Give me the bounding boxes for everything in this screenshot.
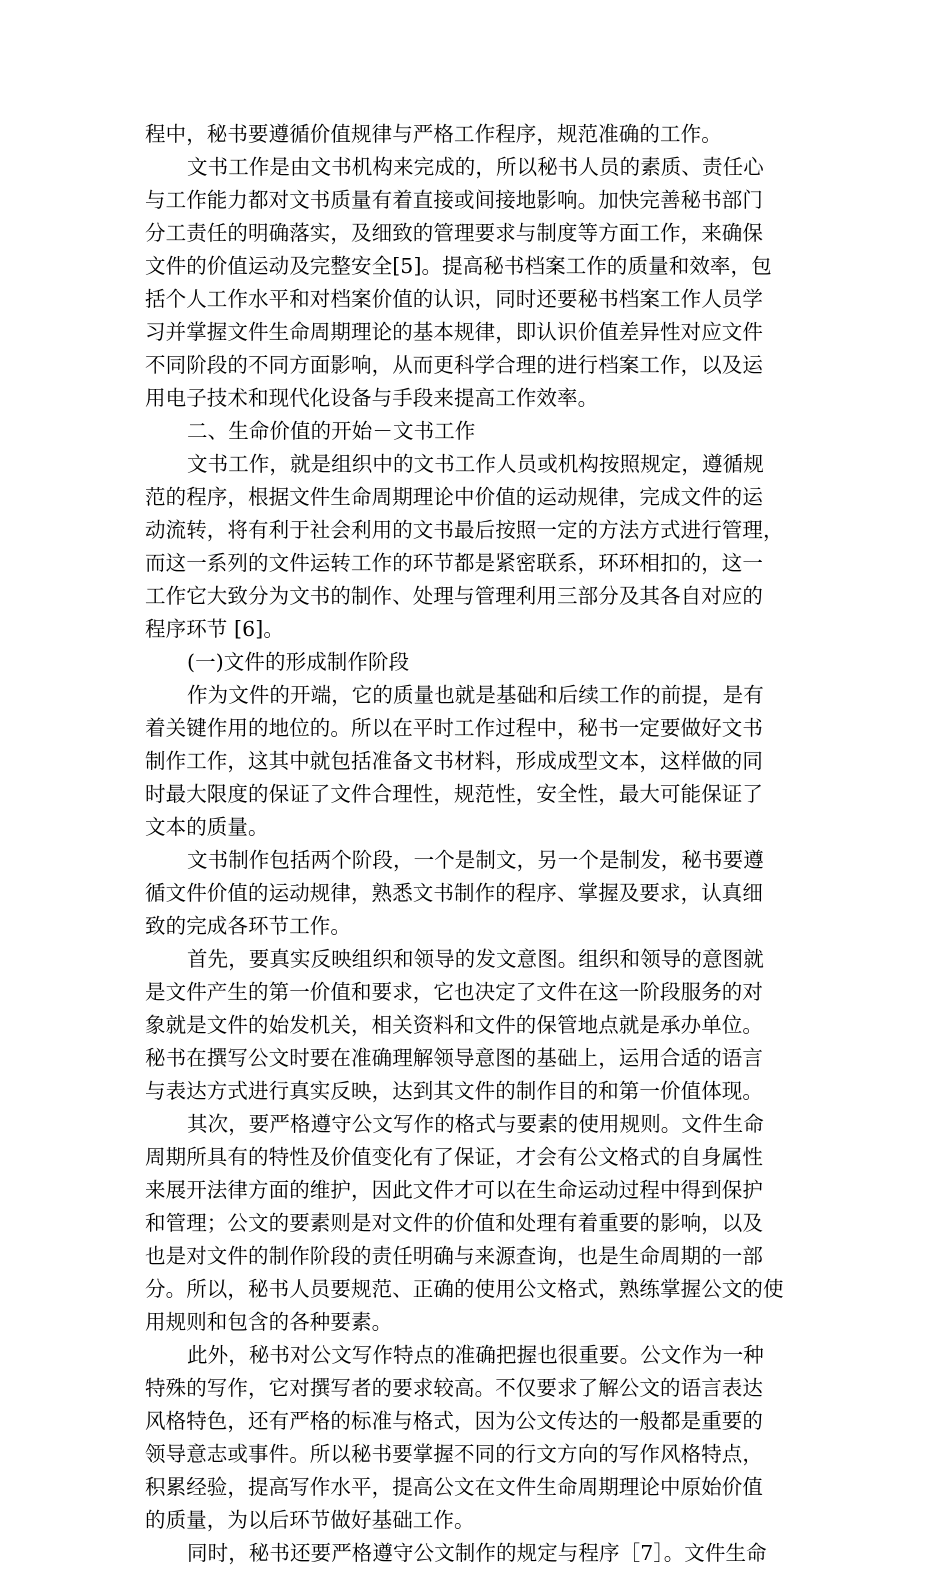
paragraph-line: 工作它大致分为文书的制作、处理与管理利用三部分及其各自对应的 (145, 584, 763, 608)
paragraph-line: 和管理；公文的要素则是对文件的价值和处理有着重要的影响，以及 (145, 1211, 763, 1235)
paragraph-line: 积累经验，提高写作水平，提高公文在文件生命周期理论中原始价值 (145, 1475, 763, 1499)
document-page (145, 118, 810, 1570)
paragraph-line: 文本的质量。 (145, 815, 269, 839)
paragraph-line: 范的程序，根据文件生命周期理论中价值的运动规律，完成文件的运 (145, 485, 763, 509)
paragraph-line-first: 同时，秘书还要严格遵守公文制作的规定与程序［7］。文件生命 (187, 1541, 767, 1565)
paragraph-line: 分。所以，秘书人员要规范、正确的使用公文格式，熟练掌握公文的使 (145, 1277, 784, 1301)
paragraph-line-first: 此外，秘书对公文写作特点的准确把握也很重要。公文作为一种 (187, 1343, 764, 1367)
paragraph-line: 与表达方式进行真实反映，达到其文件的制作目的和第一价值体现。 (145, 1079, 763, 1103)
paragraph-line: 用电子技术和现代化设备与手段来提高工作效率。 (145, 386, 599, 410)
paragraph-line-first: 文书工作是由文书机构来完成的，所以秘书人员的素质、责任心 (187, 155, 764, 179)
paragraph-line: 文件的价值运动及完整安全[5]。提高秘书档案工作的质量和效率，包 (145, 254, 772, 278)
paragraph-line: 来展开法律方面的维护，因此文件才可以在生命运动过程中得到保护 (145, 1178, 763, 1202)
paragraph-line: 制作工作，这其中就包括准备文书材料，形成成型文本，这样做的同 (145, 749, 763, 773)
paragraph-line: 与工作能力都对文书质量有着直接或间接地影响。加快完善秘书部门 (145, 188, 763, 212)
paragraph-line: 领导意志或事件。所以秘书要掌握不同的行文方向的写作风格特点， (145, 1442, 763, 1466)
paragraph-line: 而这一系列的文件运转工作的环节都是紧密联系，环环相扣的，这一 (145, 551, 763, 575)
paragraph-line: 周期所具有的特性及价值变化有了保证，才会有公文格式的自身属性 (145, 1145, 763, 1169)
paragraph-line: 循文件价值的运动规律，熟悉文书制作的程序、掌握及要求，认真细 (145, 881, 763, 905)
paragraph-line: 着关键作用的地位的。所以在平时工作过程中，秘书一定要做好文书 (145, 716, 763, 740)
paragraph-line: 括个人工作水平和对档案价值的认识，同时还要秘书档案工作人员学 (145, 287, 763, 311)
paragraph-line-first: 二、生命价值的开始－文书工作 (187, 419, 476, 443)
paragraph-line: 秘书在撰写公文时要在准确理解领导意图的基础上，运用合适的语言 (145, 1046, 763, 1070)
paragraph-line: 程中，秘书要遵循价值规律与严格工作程序，规范准确的工作。 (145, 122, 722, 146)
paragraph-line-first: (一)文件的形成制作阶段 (187, 650, 410, 674)
paragraph-line: 是文件产生的第一价值和要求，它也决定了文件在这一阶段服务的对 (145, 980, 763, 1004)
paragraph-line: 不同阶段的不同方面影响，从而更科学合理的进行档案工作，以及运 (145, 353, 763, 377)
paragraph-line-first: 文书工作，就是组织中的文书工作人员或机构按照规定，遵循规 (187, 452, 764, 476)
paragraph-line: 程序环节 [6]。 (145, 617, 284, 641)
paragraph-line: 动流转，将有利于社会利用的文书最后按照一定的方法方式进行管理， (145, 518, 784, 542)
paragraph-line-first: 文书制作包括两个阶段，一个是制文，另一个是制发，秘书要遵 (187, 848, 764, 872)
paragraph-line-first: 作为文件的开端，它的质量也就是基础和后续工作的前提，是有 (187, 683, 764, 707)
paragraph-line: 象就是文件的始发机关，相关资料和文件的保管地点就是承办单位。 (145, 1013, 763, 1037)
paragraph-line: 分工责任的明确落实，及细致的管理要求与制度等方面工作，来确保 (145, 221, 763, 245)
paragraph-line: 风格特色，还有严格的标准与格式，因为公文传达的一般都是重要的 (145, 1409, 763, 1433)
paragraph-line: 也是对文件的制作阶段的责任明确与来源查询，也是生命周期的一部 (145, 1244, 763, 1268)
paragraph-line: 的质量，为以后环节做好基础工作。 (145, 1508, 475, 1532)
paragraph-line: 特殊的写作，它对撰写者的要求较高。不仅要求了解公文的语言表达 (145, 1376, 763, 1400)
paragraph-line: 致的完成各环节工作。 (145, 914, 351, 938)
paragraph-line-first: 其次，要严格遵守公文写作的格式与要素的使用规则。文件生命 (187, 1112, 764, 1136)
paragraph-line: 时最大限度的保证了文件合理性，规范性，安全性，最大可能保证了 (145, 782, 763, 806)
paragraph-line: 用规则和包含的各种要素。 (145, 1310, 393, 1334)
paragraph-line-first: 首先，要真实反映组织和领导的发文意图。组织和领导的意图就 (187, 947, 764, 971)
paragraph-line: 习并掌握文件生命周期理论的基本规律，即认识价值差异性对应文件 (145, 320, 763, 344)
